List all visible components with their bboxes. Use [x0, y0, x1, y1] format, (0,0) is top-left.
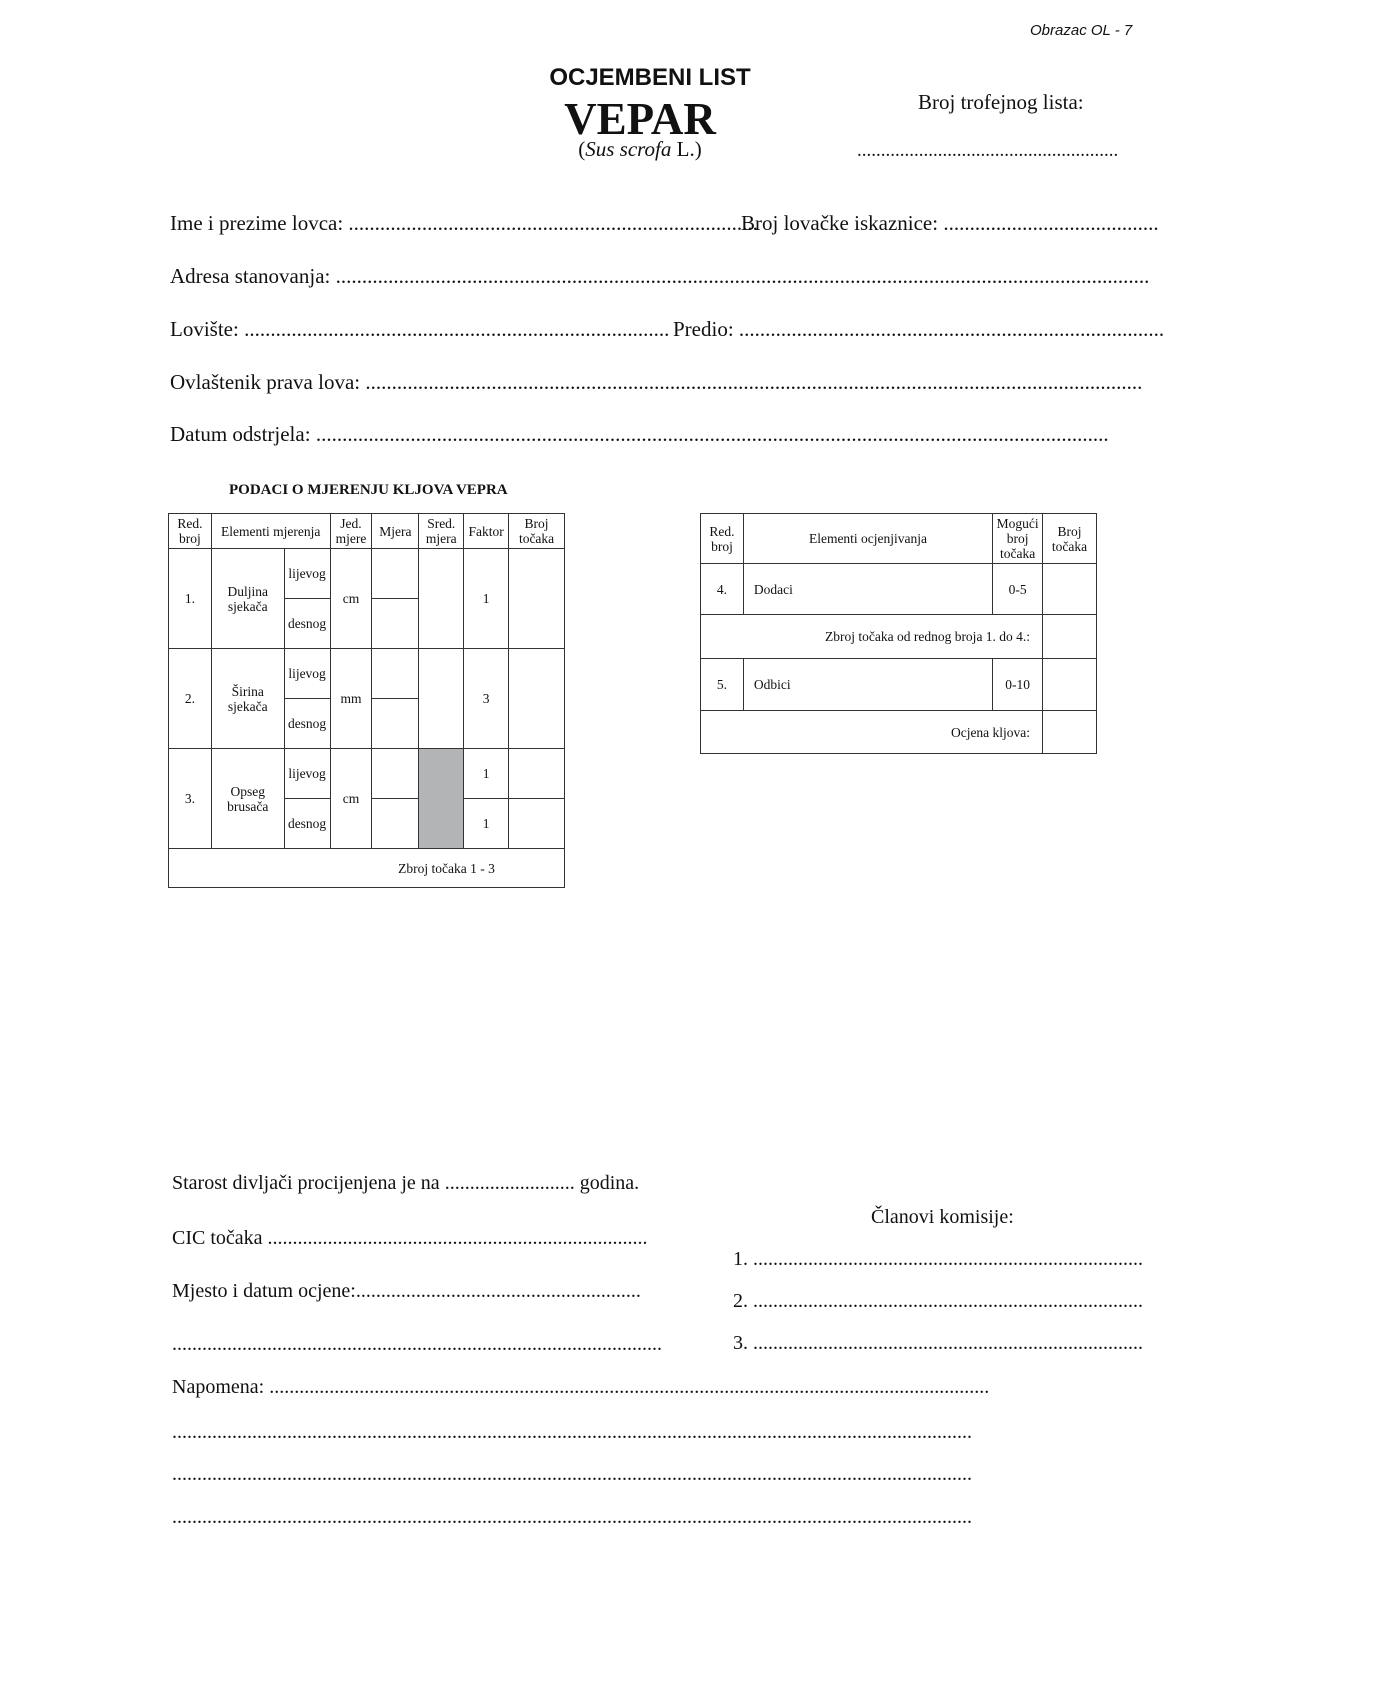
points-cell[interactable] [509, 549, 565, 649]
member-dots: .............................................................................. [753, 1290, 1143, 1312]
latin-italic: Sus scrofa [585, 137, 672, 161]
area-label: Predio: [673, 317, 734, 341]
col-jed-mjere: Jed. mjere [330, 514, 372, 549]
col-faktor: Faktor [464, 514, 509, 549]
kill-date-label: Datum odstrjela: [170, 422, 311, 446]
note-label: Napomena: [172, 1376, 265, 1398]
place-date-field[interactable] [172, 1279, 641, 1303]
evaluation-table [700, 513, 1097, 754]
table-row [701, 659, 1097, 711]
sum-row [169, 849, 565, 888]
side-left-label: lijevog [284, 749, 330, 799]
sum-label: Zbroj točaka 1 - 3 [169, 849, 565, 888]
license-field[interactable] [741, 210, 1159, 236]
row-factor: 1 [464, 549, 509, 649]
hunting-ground-field[interactable] [170, 316, 669, 342]
row-element: Dodaci [743, 564, 992, 615]
member-dots: .............................................................................. [753, 1332, 1143, 1354]
table-row [169, 749, 565, 799]
row-element: Opseg brusača [211, 749, 284, 849]
area-field[interactable] [673, 316, 1164, 342]
points-cell[interactable] [1043, 564, 1097, 615]
latin-close: L.) [671, 137, 702, 161]
address-label: Adresa stanovanja: [170, 264, 331, 288]
member-number: 2. [733, 1290, 748, 1312]
address-dots: ........................................................................................................................................................... [335, 264, 1150, 288]
col-sred-mjera: Sred. mjera [419, 514, 464, 549]
average-cell[interactable] [419, 549, 464, 649]
points-cell-left[interactable] [509, 749, 565, 799]
measure-cell-right[interactable] [372, 599, 419, 649]
trophy-number-label: Broj trofejnog lista: [918, 90, 1084, 114]
form-code: Obrazac OL - 7 [1030, 22, 1133, 39]
kill-date-field[interactable] [170, 421, 1109, 447]
points-cell[interactable] [1043, 659, 1097, 711]
table-row [701, 711, 1097, 754]
license-label: Broj lovačke iskaznice: [741, 211, 939, 235]
table-row [701, 564, 1097, 615]
age-dots: .......................... [444, 1172, 575, 1194]
subtotal-label: Zbroj točaka od rednog broja 1. do 4.: [701, 615, 1043, 659]
address-field[interactable] [170, 263, 1149, 289]
note-line[interactable]: ................................................................................................................................................................ [172, 1463, 972, 1485]
latin-open: ( [578, 137, 586, 161]
row-range: 0-5 [993, 564, 1043, 615]
commission-title: Članovi komisije: [871, 1206, 1014, 1228]
age-label: Starost divljači procijenjena je na [172, 1172, 440, 1194]
average-cell-disabled [419, 749, 464, 849]
hunting-rights-owner-field[interactable] [170, 369, 1142, 395]
measure-table-title: PODACI O MJERENJU KLJOVA VEPRA [229, 482, 508, 498]
measure-cell-right[interactable] [372, 799, 419, 849]
row-element: Odbici [743, 659, 992, 711]
col-elementi-ocjenjivanja: Elementi ocjenjivanja [743, 514, 992, 564]
latin-name [500, 137, 780, 162]
row-number: 4. [701, 564, 744, 615]
side-right-label: desnog [284, 599, 330, 649]
side-left-label: lijevog [284, 649, 330, 699]
table-row [169, 649, 565, 699]
row-number: 2. [169, 649, 212, 749]
col-red-broj: Red. broj [701, 514, 744, 564]
kill-date-dots: ....................................................................................................................................................... [315, 422, 1109, 446]
col-broj-tocaka: Broj točaka [1043, 514, 1097, 564]
commission-member-3[interactable] [733, 1331, 1143, 1355]
points-cell-right[interactable] [509, 799, 565, 849]
cic-points-dots: ............................................................................ [267, 1227, 648, 1249]
hunter-name-field[interactable] [170, 210, 758, 236]
col-elementi-mjerenja: Elementi mjerenja [211, 514, 330, 549]
member-number: 1. [733, 1248, 748, 1270]
col-broj-tocaka: Broj točaka [509, 514, 565, 549]
measure-cell-left[interactable] [372, 549, 419, 599]
average-cell[interactable] [419, 649, 464, 749]
row-element: Širina sjekača [211, 649, 284, 749]
row-factor-left: 1 [464, 749, 509, 799]
row-unit: mm [330, 649, 372, 749]
license-dots: ......................................... [943, 211, 1159, 235]
side-right-label: desnog [284, 699, 330, 749]
form-title: OCJEMBENI LIST [549, 64, 751, 91]
col-red-broj: Red. broj [169, 514, 212, 549]
row-number: 5. [701, 659, 744, 711]
age-unit: godina. [579, 1172, 640, 1194]
measure-cell-left[interactable] [372, 649, 419, 699]
row-range: 0-10 [993, 659, 1043, 711]
note-dots: ................................................................................................................................................ [269, 1376, 990, 1398]
commission-member-1[interactable] [733, 1247, 1143, 1271]
row-factor-right: 1 [464, 799, 509, 849]
cic-points-field[interactable] [172, 1226, 648, 1250]
place-date-label: Mjesto i datum ocjene: [172, 1280, 356, 1302]
row-factor: 3 [464, 649, 509, 749]
hunting-rights-owner-dots: .................................................................................................................................................... [365, 370, 1143, 394]
measure-table [168, 513, 565, 888]
hunting-ground-dots: ................................................................................. [244, 317, 670, 341]
measure-cell-right[interactable] [372, 699, 419, 749]
species-title: VEPAR [564, 94, 716, 144]
side-left-label: lijevog [284, 549, 330, 599]
note-line[interactable]: ................................................................................................................................................................ [172, 1506, 972, 1528]
col-moguci-broj-tocaka: Mogući broj točaka [993, 514, 1043, 564]
place-date-continuation-field[interactable]: .................................................................................................. [172, 1333, 662, 1355]
trophy-number-field[interactable]: ....................................................... [857, 140, 1119, 161]
hunting-rights-owner-label: Ovlaštenik prava lova: [170, 370, 361, 394]
col-mjera: Mjera [372, 514, 419, 549]
place-date-dots: ......................................................... [355, 1280, 641, 1302]
points-cell[interactable] [509, 649, 565, 749]
area-dots: ................................................................................. [738, 317, 1165, 341]
grade-cell[interactable] [1043, 711, 1097, 754]
row-unit: cm [330, 749, 372, 849]
evaluation-header-row [701, 514, 1097, 564]
commission-member-2[interactable] [733, 1289, 1143, 1313]
row-number: 1. [169, 549, 212, 649]
hunter-name-label: Ime i prezime lovca: [170, 211, 344, 235]
subtotal-cell[interactable] [1043, 615, 1097, 659]
hunting-ground-label: Lovište: [170, 317, 239, 341]
hunter-name-dots: .............................................................................. [348, 211, 758, 235]
side-right-label: desnog [284, 799, 330, 849]
cic-points-label: CIC točaka [172, 1227, 263, 1249]
age-field[interactable] [172, 1171, 639, 1195]
measure-cell-left[interactable] [372, 749, 419, 799]
member-number: 3. [733, 1332, 748, 1354]
row-number: 3. [169, 749, 212, 849]
table-row [169, 549, 565, 599]
note-field[interactable] [172, 1375, 989, 1399]
measure-header-row [169, 514, 565, 549]
note-line[interactable]: ................................................................................................................................................................ [172, 1421, 972, 1443]
table-row [701, 615, 1097, 659]
row-element: Duljina sjekača [211, 549, 284, 649]
row-unit: cm [330, 549, 372, 649]
grade-label: Ocjena kljova: [701, 711, 1043, 754]
member-dots: .............................................................................. [753, 1248, 1143, 1270]
